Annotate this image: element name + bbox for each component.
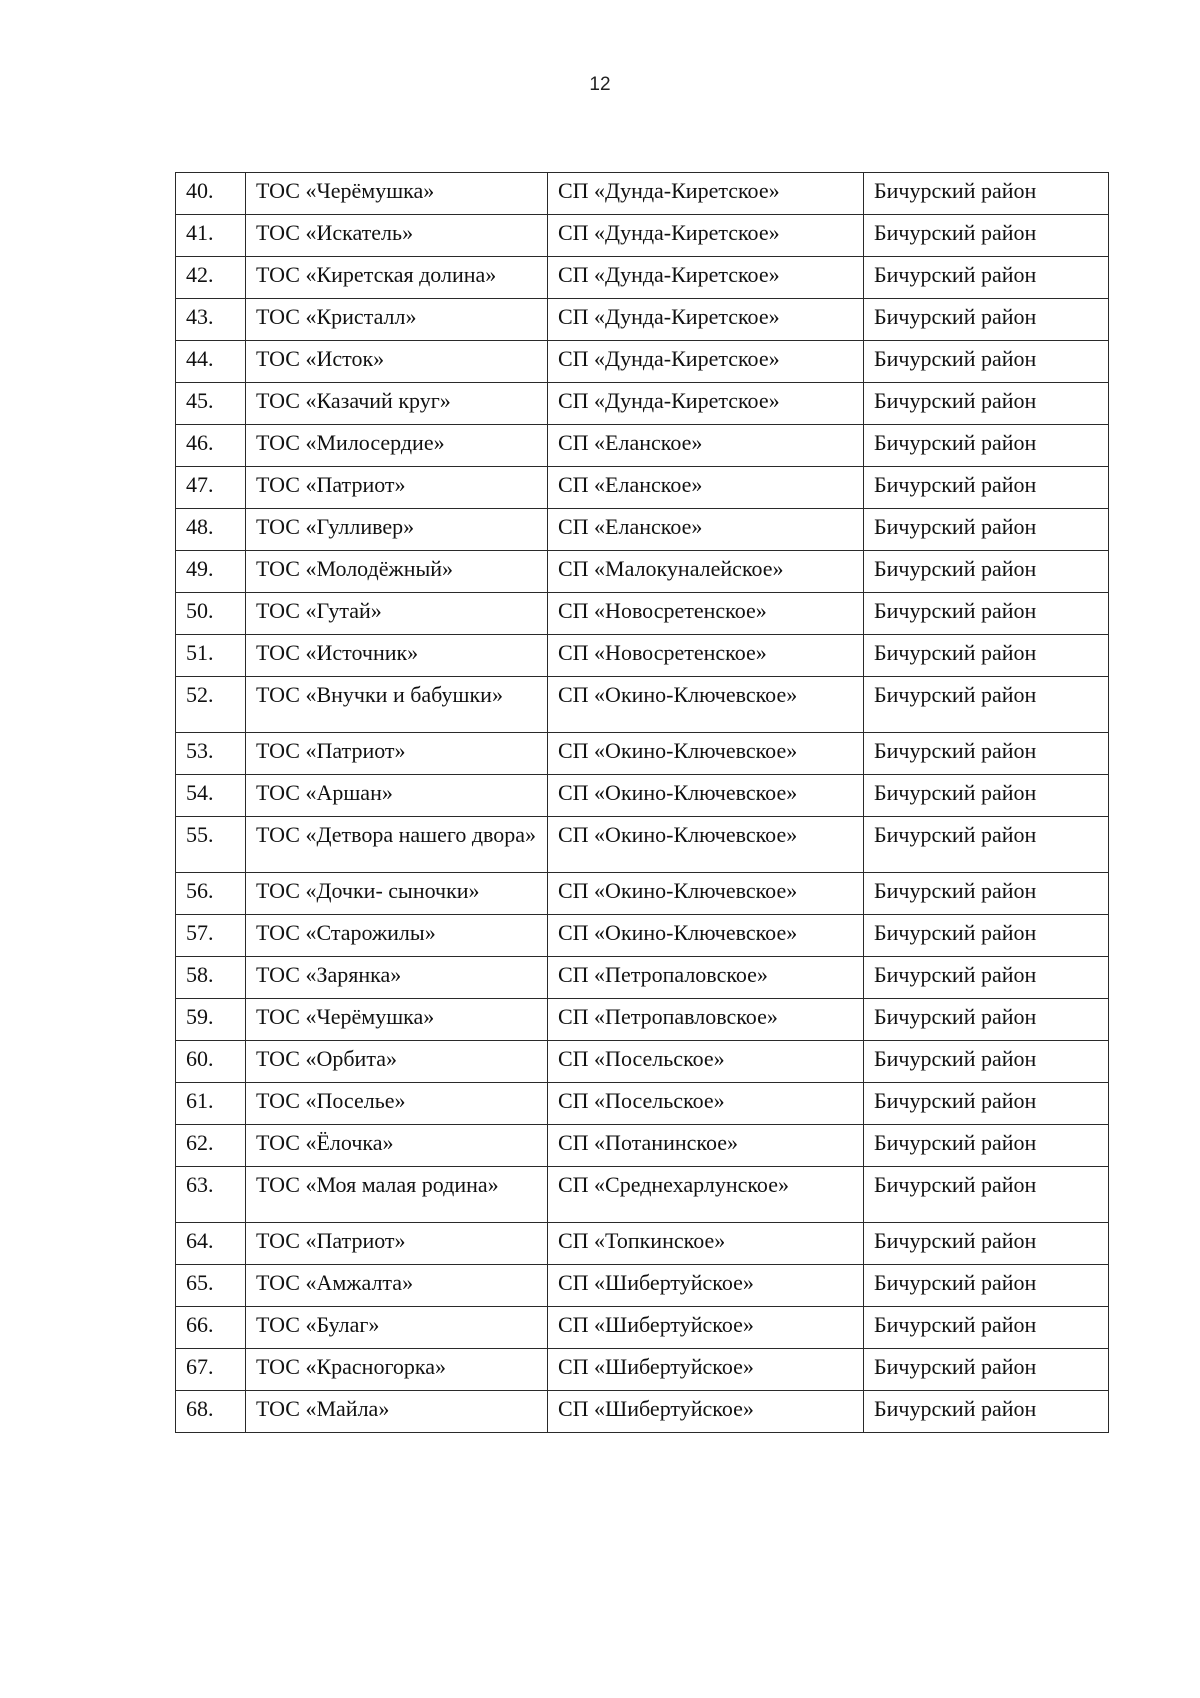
table-row (176, 957, 1109, 999)
tos-name-cell: ТОС «Зарянка» (246, 957, 548, 999)
settlement-cell: СП «Дунда-Киретское» (548, 383, 864, 425)
settlement-cell: СП «Топкинское» (548, 1223, 864, 1265)
page-number: 12 (589, 74, 611, 95)
tos-name-cell: ТОС «Патриот» (246, 467, 548, 509)
row-number-cell: 56. (176, 873, 246, 915)
table-row (176, 1307, 1109, 1349)
settlement-cell: СП «Потанинское» (548, 1125, 864, 1167)
table-row (176, 873, 1109, 915)
tos-name-cell: ТОС «Майла» (246, 1391, 548, 1433)
row-number-cell: 51. (176, 635, 246, 677)
tos-name-cell: ТОС «Внучки и бабушки» (246, 677, 548, 733)
table-row (176, 173, 1109, 215)
table-row (176, 509, 1109, 551)
row-number-cell: 40. (176, 173, 246, 215)
table-row (176, 999, 1109, 1041)
table-row (176, 775, 1109, 817)
row-number-cell: 68. (176, 1391, 246, 1433)
district-cell: Бичурский район (864, 817, 1109, 873)
district-cell: Бичурский район (864, 915, 1109, 957)
table-row (176, 257, 1109, 299)
district-cell: Бичурский район (864, 383, 1109, 425)
district-cell: Бичурский район (864, 425, 1109, 467)
district-cell: Бичурский район (864, 999, 1109, 1041)
tos-name-cell: ТОС «Ёлочка» (246, 1125, 548, 1167)
tos-name-cell: ТОС «Красногорка» (246, 1349, 548, 1391)
tos-registry-table (175, 172, 1109, 1433)
tos-name-cell: ТОС «Поселье» (246, 1083, 548, 1125)
settlement-cell: СП «Петропаловское» (548, 957, 864, 999)
settlement-cell: СП «Окино-Ключевское» (548, 915, 864, 957)
table-row (176, 551, 1109, 593)
district-cell: Бичурский район (864, 509, 1109, 551)
table-row (176, 341, 1109, 383)
settlement-cell: СП «Дунда-Киретское» (548, 341, 864, 383)
tos-name-cell: ТОС «Патриот» (246, 733, 548, 775)
tos-name-cell: ТОС «Источник» (246, 635, 548, 677)
table-row (176, 1167, 1109, 1223)
settlement-cell: СП «Шибертуйское» (548, 1307, 864, 1349)
tos-name-cell: ТОС «Патриот» (246, 1223, 548, 1265)
table-row (176, 1083, 1109, 1125)
table-body (176, 173, 1109, 1433)
row-number-cell: 49. (176, 551, 246, 593)
district-cell: Бичурский район (864, 1349, 1109, 1391)
settlement-cell: СП «Окино-Ключевское» (548, 733, 864, 775)
tos-name-cell: ТОС «Гутай» (246, 593, 548, 635)
tos-name-cell: ТОС «Искатель» (246, 215, 548, 257)
settlement-cell: СП «Дунда-Киретское» (548, 215, 864, 257)
row-number-cell: 48. (176, 509, 246, 551)
row-number-cell: 47. (176, 467, 246, 509)
row-number-cell: 42. (176, 257, 246, 299)
table-row (176, 817, 1109, 873)
tos-name-cell: ТОС «Дочки- сыночки» (246, 873, 548, 915)
table-row (176, 299, 1109, 341)
row-number-cell: 66. (176, 1307, 246, 1349)
district-cell: Бичурский район (864, 1125, 1109, 1167)
tos-name-cell: ТОС «Булаг» (246, 1307, 548, 1349)
row-number-cell: 58. (176, 957, 246, 999)
row-number-cell: 63. (176, 1167, 246, 1223)
row-number-cell: 61. (176, 1083, 246, 1125)
settlement-cell: СП «Петропавловское» (548, 999, 864, 1041)
tos-name-cell: ТОС «Амжалта» (246, 1265, 548, 1307)
row-number-cell: 57. (176, 915, 246, 957)
district-cell: Бичурский район (864, 257, 1109, 299)
settlement-cell: СП «Окино-Ключевское» (548, 775, 864, 817)
row-number-cell: 50. (176, 593, 246, 635)
table-row (176, 1265, 1109, 1307)
table-row (176, 1349, 1109, 1391)
row-number-cell: 60. (176, 1041, 246, 1083)
district-cell: Бичурский район (864, 1223, 1109, 1265)
settlement-cell: СП «Еланское» (548, 467, 864, 509)
settlement-cell: СП «Шибертуйское» (548, 1349, 864, 1391)
table-row (176, 467, 1109, 509)
settlement-cell: СП «Новосретенское» (548, 593, 864, 635)
settlement-cell: СП «Посельское» (548, 1041, 864, 1083)
tos-name-cell: ТОС «Казачий круг» (246, 383, 548, 425)
settlement-cell: СП «Окино-Ключевское» (548, 817, 864, 873)
row-number-cell: 52. (176, 677, 246, 733)
settlement-cell: СП «Еланское» (548, 425, 864, 467)
tos-name-cell: ТОС «Черёмушка» (246, 999, 548, 1041)
settlement-cell: СП «Дунда-Киретское» (548, 173, 864, 215)
tos-name-cell: ТОС «Милосердие» (246, 425, 548, 467)
tos-name-cell: ТОС «Киретская долина» (246, 257, 548, 299)
row-number-cell: 53. (176, 733, 246, 775)
settlement-cell: СП «Шибертуйское» (548, 1265, 864, 1307)
district-cell: Бичурский район (864, 1265, 1109, 1307)
row-number-cell: 45. (176, 383, 246, 425)
row-number-cell: 67. (176, 1349, 246, 1391)
district-cell: Бичурский район (864, 635, 1109, 677)
settlement-cell: СП «Дунда-Киретское» (548, 299, 864, 341)
table-row (176, 1125, 1109, 1167)
district-cell: Бичурский район (864, 551, 1109, 593)
tos-name-cell: ТОС «Молодёжный» (246, 551, 548, 593)
row-number-cell: 62. (176, 1125, 246, 1167)
district-cell: Бичурский район (864, 467, 1109, 509)
settlement-cell: СП «Окино-Ключевское» (548, 873, 864, 915)
settlement-cell: СП «Посельское» (548, 1083, 864, 1125)
table-row (176, 593, 1109, 635)
row-number-cell: 44. (176, 341, 246, 383)
settlement-cell: СП «Среднехарлунское» (548, 1167, 864, 1223)
settlement-cell: СП «Окино-Ключевское» (548, 677, 864, 733)
table-row (176, 425, 1109, 467)
district-cell: Бичурский район (864, 299, 1109, 341)
row-number-cell: 46. (176, 425, 246, 467)
tos-name-cell: ТОС «Моя малая родина» (246, 1167, 548, 1223)
settlement-cell: СП «Новосретенское» (548, 635, 864, 677)
tos-name-cell: ТОС «Кристалл» (246, 299, 548, 341)
district-cell: Бичурский район (864, 1167, 1109, 1223)
tos-name-cell: ТОС «Старожилы» (246, 915, 548, 957)
district-cell: Бичурский район (864, 215, 1109, 257)
row-number-cell: 41. (176, 215, 246, 257)
district-cell: Бичурский район (864, 173, 1109, 215)
tos-name-cell: ТОС «Детвора нашего двора» (246, 817, 548, 873)
table-row (176, 1391, 1109, 1433)
table-row (176, 733, 1109, 775)
table-row (176, 1041, 1109, 1083)
district-cell: Бичурский район (864, 341, 1109, 383)
table-row (176, 635, 1109, 677)
district-cell: Бичурский район (864, 873, 1109, 915)
row-number-cell: 65. (176, 1265, 246, 1307)
settlement-cell: СП «Еланское» (548, 509, 864, 551)
district-cell: Бичурский район (864, 677, 1109, 733)
district-cell: Бичурский район (864, 957, 1109, 999)
table-row (176, 915, 1109, 957)
table-row (176, 677, 1109, 733)
district-cell: Бичурский район (864, 593, 1109, 635)
district-cell: Бичурский район (864, 1041, 1109, 1083)
tos-name-cell: ТОС «Исток» (246, 341, 548, 383)
district-cell: Бичурский район (864, 733, 1109, 775)
tos-name-cell: ТОС «Гулливер» (246, 509, 548, 551)
row-number-cell: 59. (176, 999, 246, 1041)
tos-name-cell: ТОС «Черёмушка» (246, 173, 548, 215)
row-number-cell: 54. (176, 775, 246, 817)
district-cell: Бичурский район (864, 1083, 1109, 1125)
table-row (176, 215, 1109, 257)
settlement-cell: СП «Дунда-Киретское» (548, 257, 864, 299)
settlement-cell: СП «Малокуналейское» (548, 551, 864, 593)
district-cell: Бичурский район (864, 775, 1109, 817)
table-row (176, 383, 1109, 425)
row-number-cell: 43. (176, 299, 246, 341)
tos-name-cell: ТОС «Аршан» (246, 775, 548, 817)
table-row (176, 1223, 1109, 1265)
row-number-cell: 64. (176, 1223, 246, 1265)
district-cell: Бичурский район (864, 1307, 1109, 1349)
settlement-cell: СП «Шибертуйское» (548, 1391, 864, 1433)
district-cell: Бичурский район (864, 1391, 1109, 1433)
tos-name-cell: ТОС «Орбита» (246, 1041, 548, 1083)
row-number-cell: 55. (176, 817, 246, 873)
